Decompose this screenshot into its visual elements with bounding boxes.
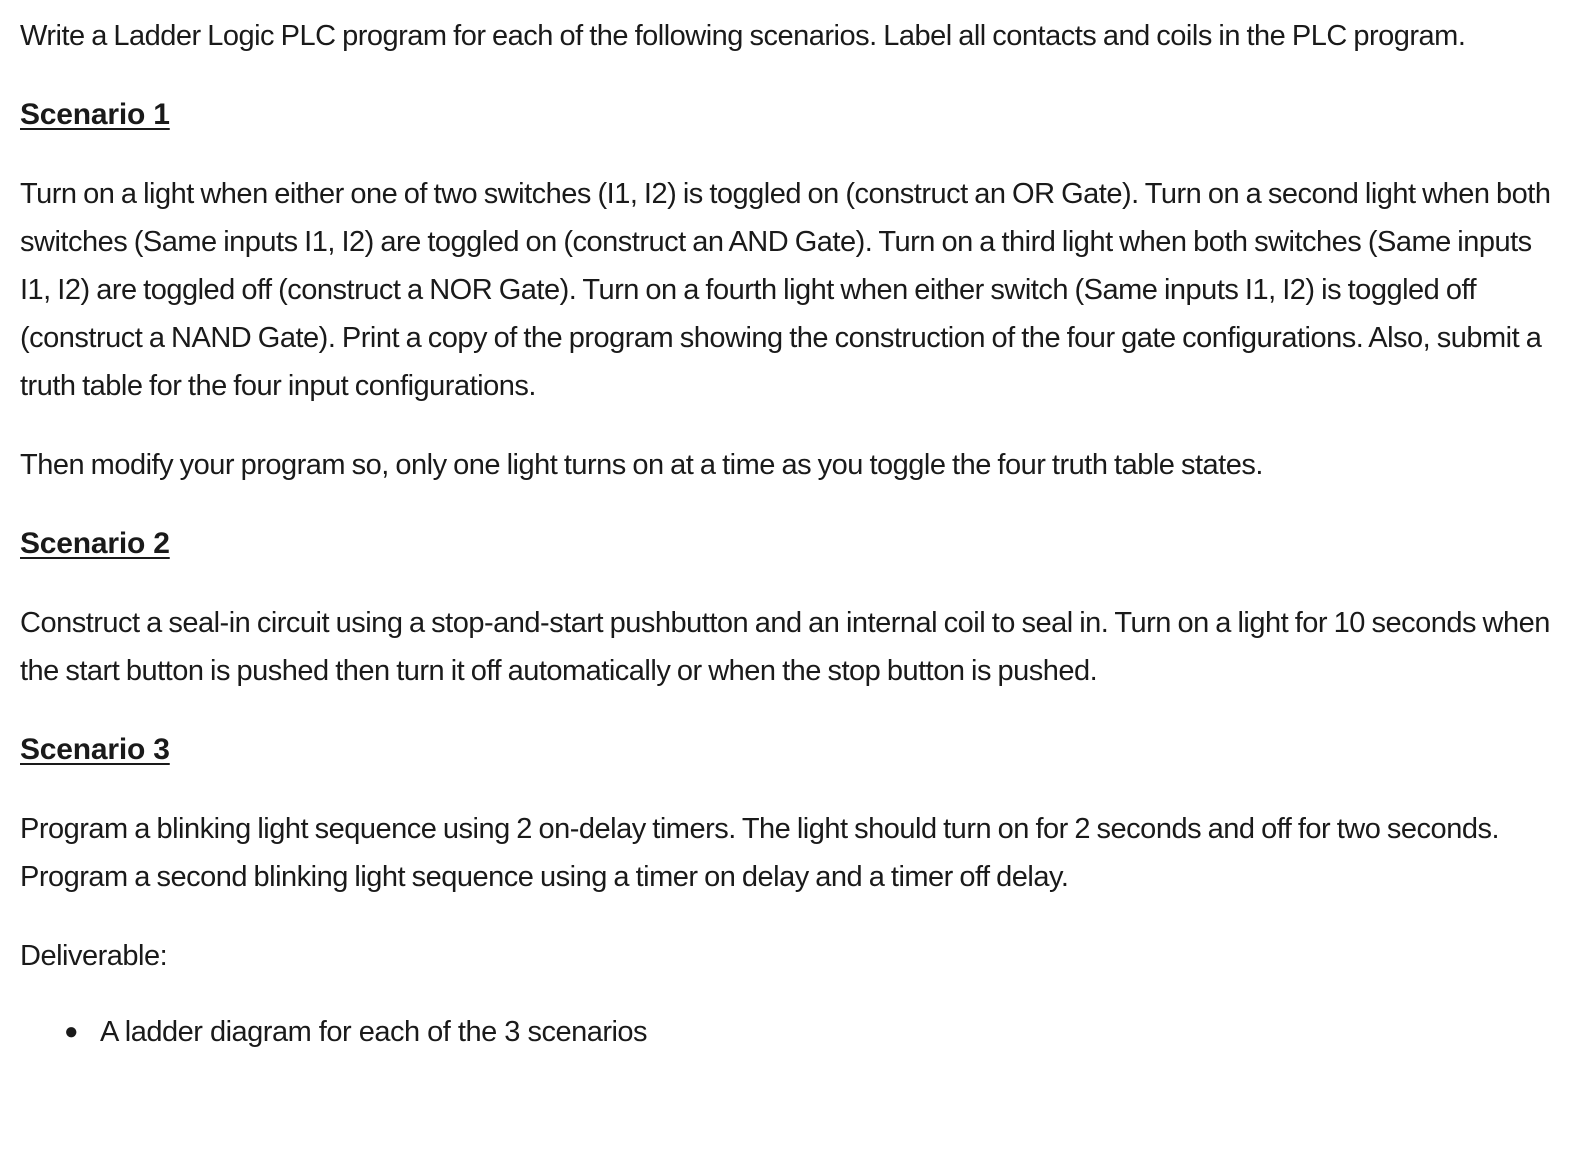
document: [20, 12, 1555, 1056]
scenario-1-heading: Scenario 1: [20, 98, 170, 131]
deliverable-item-text: A ladder diagram for each of the 3 scenarios: [100, 1016, 648, 1048]
deliverable-label: Deliverable:: [20, 940, 168, 972]
scenario-2-body: Construct a seal-in circuit using a stop-and-start pushbutton and an internal coil to seal in. Turn on a light for 10 seconds when the start button is pushed then turn it off automatically or when the stop button is pushed.: [20, 607, 1550, 687]
scenario-1-body: Turn on a light when either one of two switches (I1, I2) is toggled on (construct an OR Gate). Turn on a second light when both switches (Same inputs I1, I2) are toggled on (construct an AND Gate). Turn on a third light when both switches (Same inputs I1, I2) are toggled off (construct a NOR Gate). Turn on a fourth light when either switch (Same inputs I1, I2) is toggled off (construct a NAND Gate). Print a copy of the program showing the construction of the four gate configurations. Also, submit a truth table for the four input configurations.: [20, 178, 1551, 402]
scenario-1-modify: Then modify your program so, only one light turns on at a time as you toggle the four truth table states.: [20, 449, 1263, 481]
scenario-2-heading: Scenario 2: [20, 527, 170, 560]
intro-paragraph: Write a Ladder Logic PLC program for each of the following scenarios. Label all contacts and coils in the PLC program.: [20, 20, 1466, 52]
list-item: [20, 1008, 1555, 1056]
scenario-3-heading: Scenario 3: [20, 733, 170, 766]
bullet-icon: ●: [64, 1018, 78, 1045]
deliverable-list: [20, 1008, 1555, 1056]
scenario-3-body: Program a blinking light sequence using 2 on-delay timers. The light should turn on for 2 seconds and off for two seconds. Program a second blinking light sequence using a timer on delay and a timer off delay.: [20, 813, 1500, 893]
